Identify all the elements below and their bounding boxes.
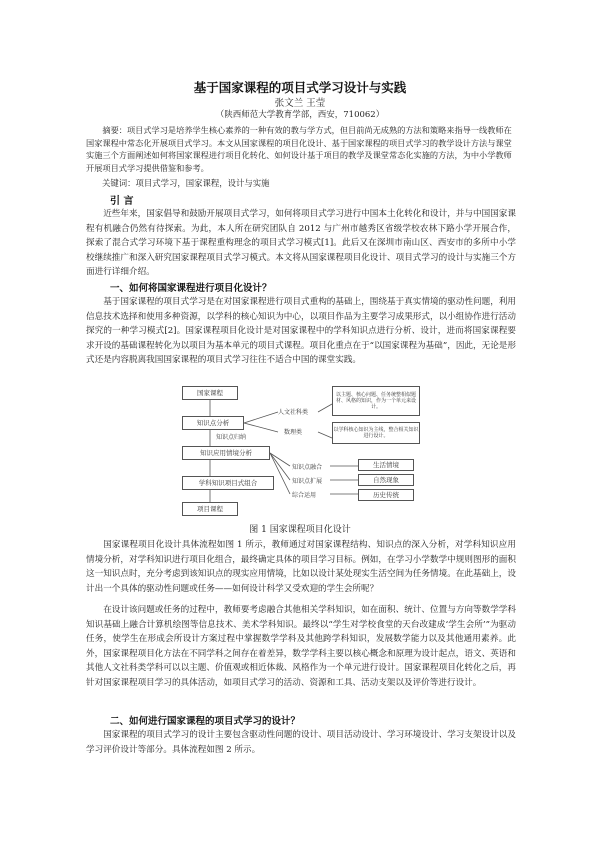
authors: 张文兰 王莹 xyxy=(274,98,326,109)
flow-step-national-curriculum: 国家课程 xyxy=(182,386,238,400)
flow-step-knowledge-analysis: 知识点分析 xyxy=(182,416,244,430)
flow-step-project-combination: 学科知识项目式组合 xyxy=(182,476,274,490)
flow-label-knowledge-expansion: 知识点扩展 xyxy=(292,478,323,485)
figure-1-flowchart xyxy=(180,382,424,520)
flow-step-context-analysis: 知识应用情境分析 xyxy=(182,446,270,460)
section1-paragraph-2: 国家课程项目化设计具体流程如图 1 所示，教师通过对国家课程结构、知识点的深入分析，对学科知识应用情境分析，对学科知识进行项目化组合，最终确定具体的项目学习目标。例如，在学习小学数学中规则图形的面积这一知识点时，充分考虑到该知识点的现实应用情境，比如以设计某处现实生活空间为任务情境。在此基础上，设计出一个具体的驱动性问题或任务——如何设计科学又受欢迎的学生会所呢？ xyxy=(86,540,516,594)
figure-1-caption: 图 1 国家课程项目化设计 xyxy=(249,525,351,535)
flow-label-knowledge-fusion: 知识点融合 xyxy=(292,464,323,471)
flow-step-project-curriculum: 项目课程 xyxy=(182,502,238,516)
affiliation: （陕西师范大学教育学部，西安，710062） xyxy=(215,110,385,120)
section2-paragraph: 国家课程的项目式学习的设计主要包含驱动性问题的设计、项目活动设计、学习环境设计、学习支架设计以及学习评价设计等部分。具体流程如图 2 所示。 xyxy=(86,730,516,755)
flow-label-knowledge-summary: 知识点归纳 xyxy=(216,434,247,441)
abstract: 摘要：项目式学习是培养学生核心素养的一种有效的教与学方式，但目前尚无成熟的方法和策略来指导一线教师在国家课程中常态化开展项目式学习。本文从国家课程的项目化设计、基于国家课程的项目式学习的教学设计方法与课堂实施三个方面阐述如何将国家课程进行项目化转化、如何设计基于项目的教学及课堂常态化实施的方法，为中小学教师开展项目式学习提供借鉴和参考。 xyxy=(86,125,512,173)
paper-title: 基于国家课程的项目式学习设计与实践 xyxy=(193,80,407,95)
section2-heading: 二、如何进行国家课程的项目式学习的设计？ xyxy=(110,716,301,727)
flow-context-nature: 自然现象 xyxy=(358,474,414,486)
flow-label-math: 数理类 xyxy=(284,429,303,436)
flow-context-life: 生活情境 xyxy=(358,459,414,471)
flow-label-humanities: 人文社科类 xyxy=(278,409,309,416)
keywords: 关键词：项目式学习，国家课程，设计与实施 xyxy=(102,178,270,188)
section1-paragraph-1: 基于国家课程的项目式学习是在对国家课程进行项目式重构的基础上，围绕基于真实情境的驱动性问题，利用信息技术选择和使用多种资源，以学科的核心知识为中心，以项目作品为主要学习成果形式，以小组协作进行活动探究的一种学习模式[2]。国家课程项目化设计是对国家课程中的学科知识点进行分析、设计，进而将国家课程要求开设的基础课程转化为以项目为基本单元的项目式课程。项目化重点在于“以国家课程为基础”，因此，无论是形式还是内容脱离我国国家课程的项目式学习往往不适合中国的课堂实践。 xyxy=(86,297,516,366)
flow-label-comprehensive-use: 综合运用 xyxy=(292,492,317,499)
flow-context-history: 历史传统 xyxy=(358,489,414,501)
flow-note-math: 以学科核心知识为主线，整合相关知识进行设计。 xyxy=(332,422,420,444)
section1-paragraph-3: 在设计该问题或任务的过程中，教师要考虑融合其他相关学科知识，如在面积、统计、位置与方向等数学学科知识基础上融合计算机绘图等信息技术、美术学科知识。最终以“学生对学校食堂的天台改建成‘学生会所’”为驱动任务，使学生在形成会所设计方案过程中掌握数学学科及其他跨学科知识，发展数学能力以及其他通用素养。此外，国家课程项目化方法在不同学科之间存在着差异，数学学科主要以核心概念和原理为设计起点，语文、英语和其他人文社科类学科可以以主题、价值观或相近体裁、风格作为一个单元进行设计。国家课程项目化转化之后，再针对国家课程项目学习的具体活动，如项目式学习的活动、资源和工具、活动支架以及评价等进行设计。 xyxy=(86,605,516,688)
intro-paragraph: 近些年来，国家倡导和鼓励开展项目式学习，如何将项目式学习进行中国本土化转化和设计，并与中国国家课程有机融合仍然有待探索。为此，本人所在研究团队自 2012 与广州市越秀区省级学校农林下路小学开展合作，探索了混合式学习环境下基于课程重构理念的项目式学习模式[1]。此后又在深圳市南山区、西安市的多所中小学校继续推广和深入研究国家课程项目式学习模式。本文将从国家课程项目化设计、项目式学习的设计与实施三个方面进行详细介绍。 xyxy=(86,209,516,278)
flow-note-humanities: 以主题、核心问题、任务统整相似题材、风格的知识，作为一个单元来设计。 xyxy=(332,386,420,416)
section1-heading: 一、如何将国家课程进行项目化设计？ xyxy=(110,283,272,294)
intro-heading: 引 言 xyxy=(110,196,134,207)
